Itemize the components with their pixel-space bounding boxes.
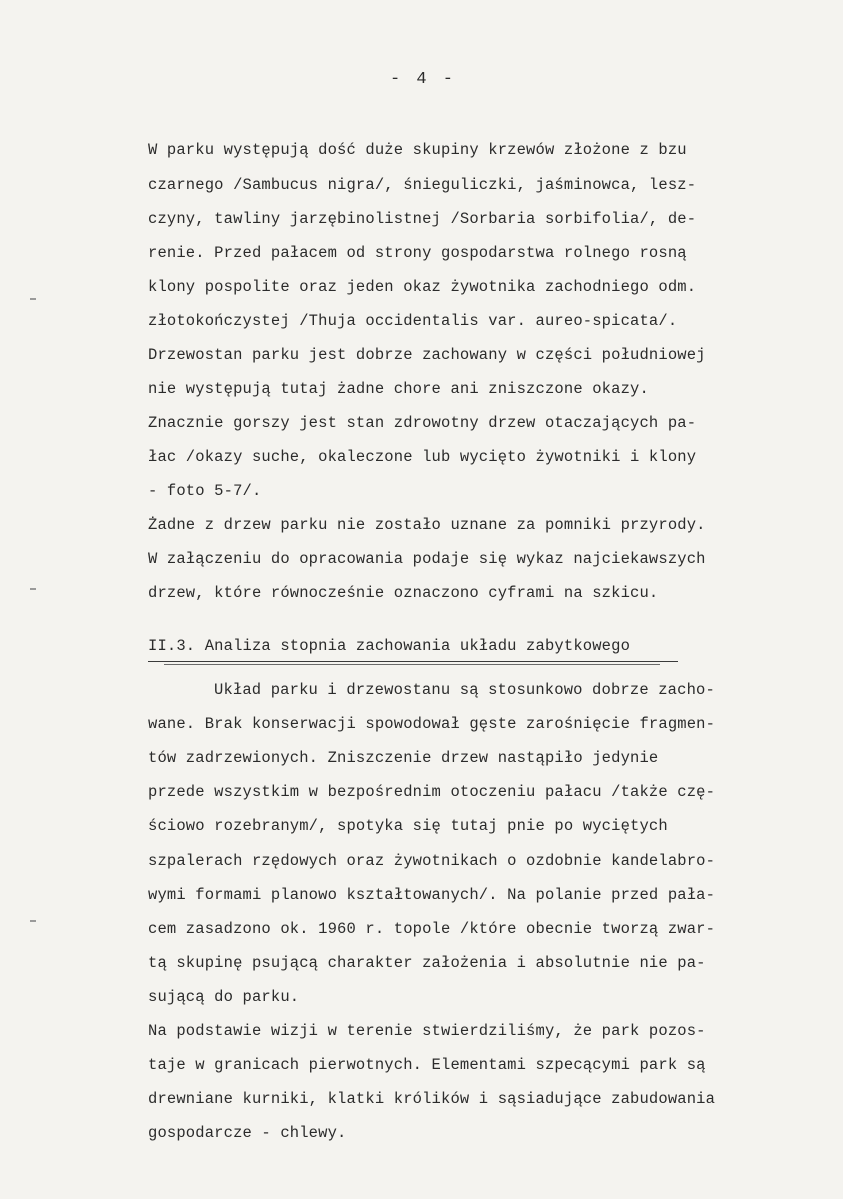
paragraph-3-line: Na podstawie wizji w terenie stwierdziliśmy, że park pozos-	[148, 1022, 706, 1040]
paragraph-2-line: Układ parku i drzewostanu są stosunkowo dobrze zacho-	[214, 681, 715, 699]
paragraph-1-line: czyny, tawliny jarzębinolistnej /Sorbaria sorbifolia/, de-	[148, 210, 697, 228]
paragraph-2-line: tów zadrzewionych. Zniszczenie drzew nastąpiło jedynie	[148, 749, 659, 767]
paragraph-1-line: czarnego /Sambucus nigra/, śnieguliczki, jaśminowca, lesz-	[148, 176, 697, 194]
paragraph-2-line: sującą do parku.	[148, 988, 300, 1006]
paragraph-1-line: - foto 5-7/.	[148, 482, 262, 500]
margin-mark	[30, 920, 36, 922]
paragraph-2-line: wane. Brak konserwacji spowodował gęste zarośnięcie fragmen-	[148, 715, 716, 733]
paragraph-1-line: złotokończystej /Thuja occidentalis var. aureo-spicata/.	[148, 312, 678, 330]
paragraph-2-line: przede wszystkim w bezpośrednim otoczeniu pałacu /także czę-	[148, 783, 716, 801]
section-heading: II.3. Analiza stopnia zachowania układu zabytkowego	[148, 637, 631, 655]
paragraph-2-line: tą skupinę psującą charakter założenia i absolutnie nie pa-	[148, 954, 706, 972]
paragraph-2-line: szpalerach rzędowych oraz żywotnikach o ozdobnie kandelabro-	[148, 852, 716, 870]
paragraph-1-line: Znacznie gorszy jest stan zdrowotny drzew otaczających pa-	[148, 414, 697, 432]
paragraph-1-line: klony pospolite oraz jeden okaz żywotnika zachodniego odm.	[148, 278, 697, 296]
paragraph-1-line: Żadne z drzew parku nie zostało uznane za pomniki przyrody.	[148, 516, 706, 534]
paragraph-1-line: nie występują tutaj żadne chore ani zniszczone okazy.	[148, 380, 649, 398]
heading-underline	[164, 664, 660, 665]
paragraph-2-line: cem zasadzono ok. 1960 r. topole /które obecnie tworzą zwar-	[148, 920, 716, 938]
paragraph-2-line: ściowo rozebranym/, spotyka się tutaj pnie po wyciętych	[148, 817, 668, 835]
paragraph-3-line: gospodarcze - chlewy.	[148, 1124, 347, 1142]
paragraph-1-line: drzew, które równocześnie oznaczono cyframi na szkicu.	[148, 584, 659, 602]
paragraph-1-line: renie. Przed pałacem od strony gospodarstwa rolnego rosną	[148, 244, 687, 262]
paragraph-3-line: drewniane kurniki, klatki królików i sąsiadujące zabudowania	[148, 1090, 716, 1108]
paragraph-1-line: W załączeniu do opracowania podaje się wykaz najciekawszych	[148, 550, 706, 568]
margin-mark	[30, 588, 36, 590]
paragraph-1-line: W parku występują dość duże skupiny krzewów złożone z bzu	[148, 141, 687, 159]
page-number: - 4 -	[390, 70, 457, 89]
paragraph-3-line: taje w granicach pierwotnych. Elementami szpecącymi park są	[148, 1056, 706, 1074]
paragraph-1-line: Drzewostan parku jest dobrze zachowany w części południowej	[148, 346, 706, 364]
margin-mark	[30, 298, 36, 300]
paragraph-2-line: wymi formami planowo kształtowanych/. Na polanie przed pała-	[148, 886, 716, 904]
heading-underline	[148, 661, 678, 662]
paragraph-1-line: łac /okazy suche, okaleczone lub wycięto żywotniki i klony	[148, 448, 697, 466]
